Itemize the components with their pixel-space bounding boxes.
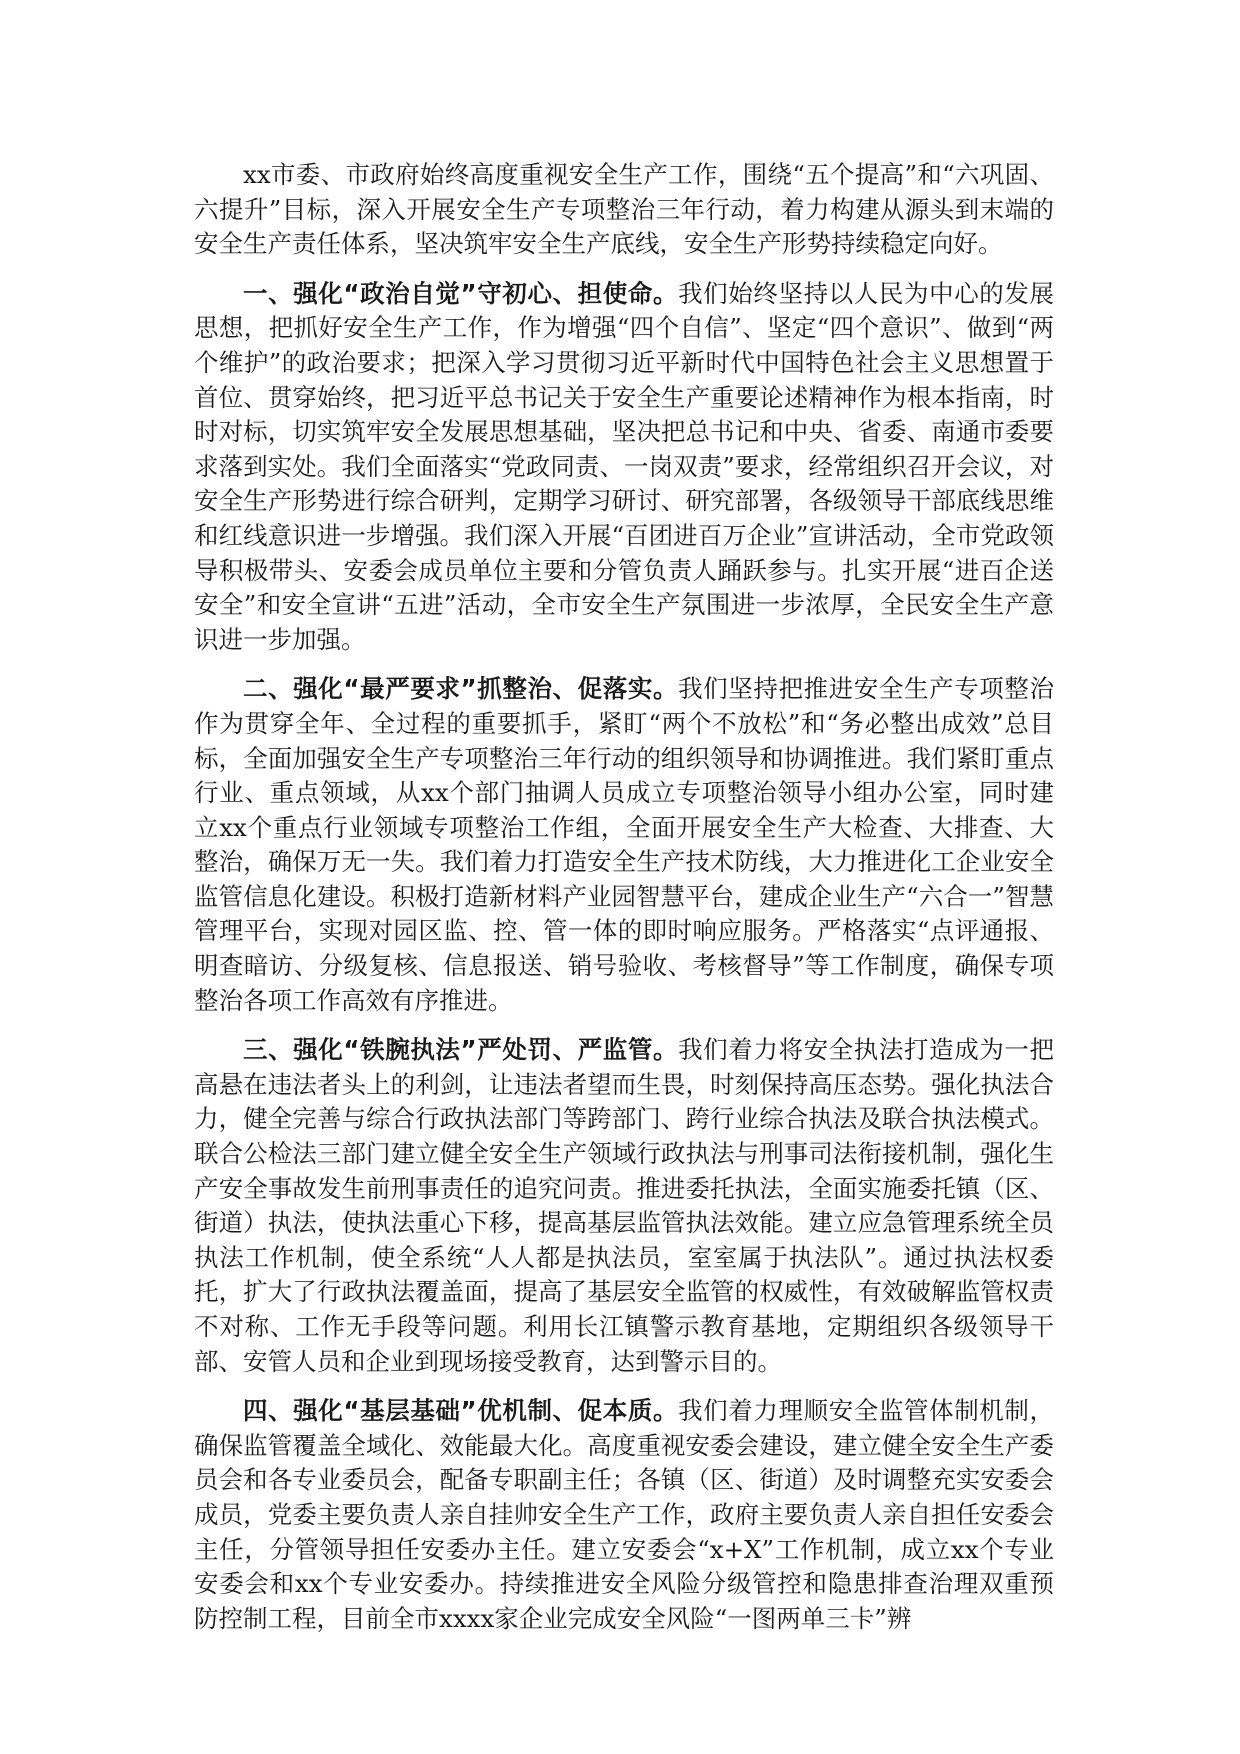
paragraph-text: 我们始终坚持以人民为中心的发展思想，把抓好安全生产工作，作为增强“四个自信”、坚定“四个意识”、做到“两个维护”的政治要求；把深入学习贯彻习近平新时代中国特色社会主义思想置于首位、贯穿始终，把习近平总书记关于安全生产重要论述精神作为根本指南，时时对标，切实筑牢安全发展思想基础，坚决把总书记和中央、省委、南通市委要求落到实处。我们全面落实“党政同责、一岗双责”要求，经常组织召开会议，对安全生产形势进行综合研判，定期学习研讨、研究部署，各级领导干部底线思维和红线意识进一步增强。我们深入开展“百团进百万企业”宣讲活动，全市党政领导积极带头、安委会成员单位主要和分管负责人踊跃参与。扎实开展“进百企送安全”和安全宣讲“五进”活动，全市安全生产氛围进一步浓厚，全民安全生产意识进一步加强。: [194, 278, 1055, 654]
paragraph-intro: [194, 158, 1054, 262]
paragraph-section-1: [194, 277, 1054, 658]
paragraph-heading: 四、强化“基层基础”优机制、促本质。: [243, 1396, 679, 1426]
paragraph-text: xx市委、市政府始终高度重视安全生产工作，围绕“五个提高”和“六巩固、六提升”目标，深入开展安全生产专项整治三年行动，着力构建从源头到末端的安全生产责任体系，坚决筑牢安全生产底线，安全生产形势持续稳定向好。: [194, 160, 1054, 259]
paragraph-text: 我们着力理顺安全监管体制机制，确保监管覆盖全域化、效能最大化。高度重视安委会建设，建立健全安全生产委员会和各专业委员会，配备专职副主任；各镇（区、街道）及时调整充实安委会成员，党委主要负责人亲自挂帅安全生产工作，政府主要负责人亲自担任安委会主任，分管领导担任安委办主任。建立安委会“x+X”工作机制，成立xx个专业安委会和xx个专业安委办。持续推进安全风险分级管控和隐患排查治理双重预防控制工程，目前全市xxxx家企业完成安全风险“一图两单三卡”辨: [194, 1396, 1055, 1633]
paragraph-text: 我们着力将安全执法打造成为一把高悬在违法者头上的利剑，让违法者望而生畏，时刻保持高压态势。强化执法合力，健全完善与综合行政执法部门等跨部门、跨行业综合执法及联合执法模式。联合公检法三部门建立健全安全生产领域行政执法与刑事司法衔接机制，强化生产安全事故发生前刑事责任的追究问责。推进委托执法，全面实施委托镇（区、街道）执法，使执法重心下移，提高基层监管执法效能。建立应急管理系统全员执法工作机制，使全系统“人人都是执法员，室室属于执法队”。通过执法权委托，扩大了行政执法覆盖面，提高了基层安全监管的权威性，有效破解监管权责不对称、工作无手段等问题。利用长江镇警示教育基地，定期组织各级领导干部、安管人员和企业到现场接受教育，达到警示目的。: [194, 1035, 1055, 1376]
document-body: [194, 158, 1054, 1651]
paragraph-section-2: [194, 672, 1054, 1018]
paragraph-heading: 二、强化“最严要求”抓整治、促落实。: [243, 674, 679, 704]
paragraph-section-4: [194, 1394, 1054, 1636]
paragraph-heading: 一、强化“政治自觉”守初心、担使命。: [243, 278, 679, 308]
paragraph-heading: 三、强化“铁腕执法”严处罚、严监管。: [243, 1035, 679, 1065]
paragraph-section-3: [194, 1033, 1054, 1379]
paragraph-text: 我们坚持把推进安全生产专项整治作为贯穿全年、全过程的重要抓手，紧盯“两个不放松”和“务必整出成效”总目标，全面加强安全生产专项整治三年行动的组织领导和协调推进。我们紧盯重点行业、重点领域，从xx个部门抽调人员成立专项整治领导小组办公室，同时建立xx个重点行业领域专项整治工作组，全面开展安全生产大检查、大排查、大整治，确保万无一失。我们着力打造安全生产技术防线，大力推进化工企业安全监管信息化建设。积极打造新材料产业园智慧平台，建成企业生产“六合一”智慧管理平台，实现对园区监、控、管一体的即时响应服务。严格落实“点评通报、明查暗访、分级复核、信息报送、销号验收、考核督导”等工作制度，确保专项整治各项工作高效有序推进。: [194, 674, 1055, 1015]
